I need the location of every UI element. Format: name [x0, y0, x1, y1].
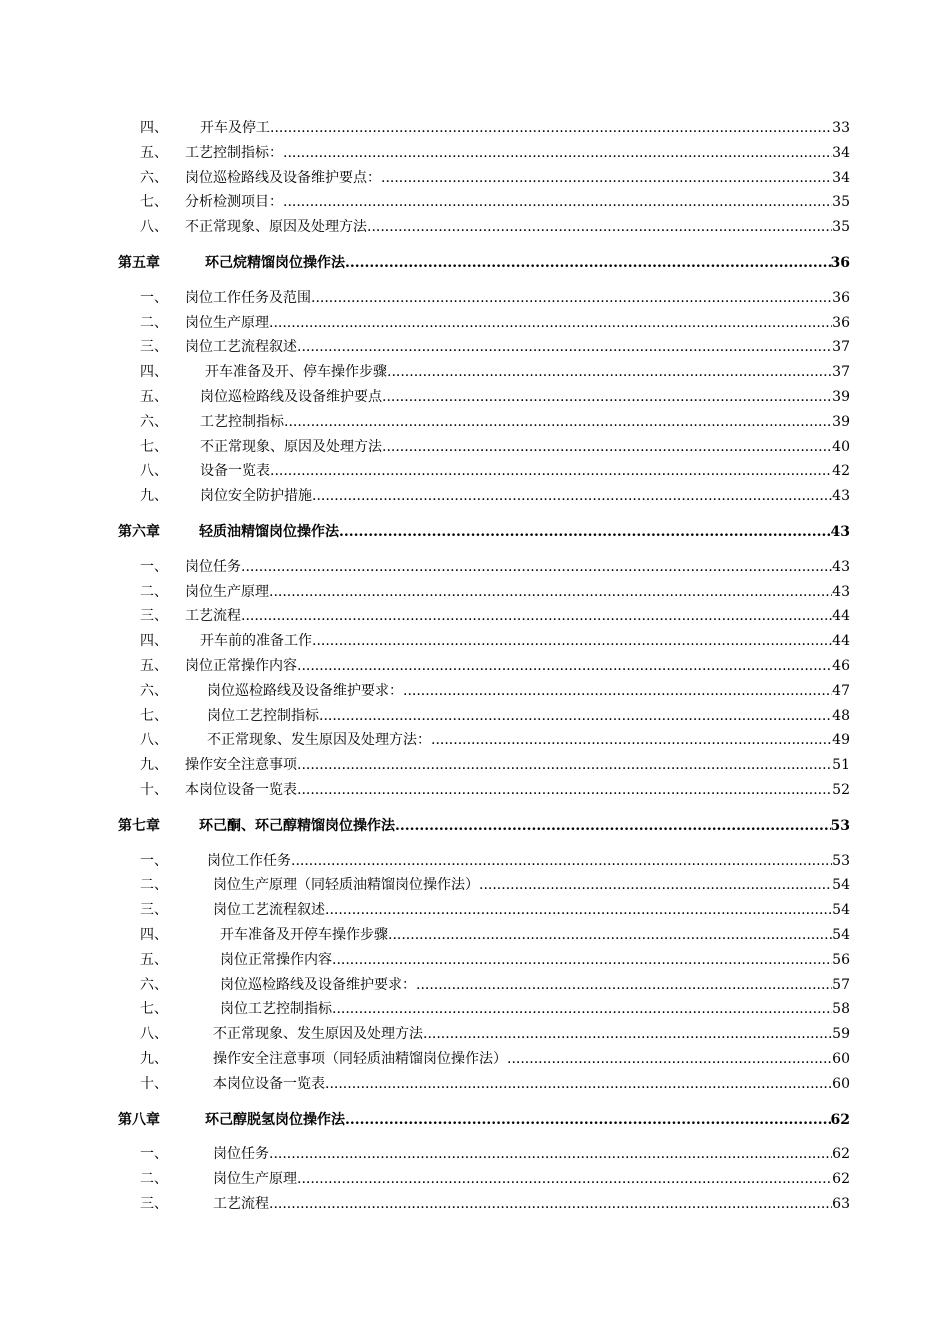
dot-leader: [270, 117, 832, 139]
toc-leader-group: [185, 167, 850, 189]
entry-number: 六、: [140, 976, 168, 993]
toc-entry-row[interactable]: [0, 705, 950, 727]
entry-title: 岗位工艺控制指标: [220, 1001, 332, 1018]
page-number: 36: [832, 314, 850, 331]
entry-title: 岗位任务: [185, 558, 241, 575]
page-number: 47: [832, 682, 850, 699]
dot-leader: [395, 815, 831, 837]
toc-entry-row[interactable]: [0, 729, 950, 751]
page-number: 42: [832, 463, 850, 480]
entry-title: 开车准备及开、停车操作步骤: [205, 364, 387, 381]
entry-number: 二、: [140, 583, 168, 600]
toc-chapter-row[interactable]: [0, 815, 950, 837]
chapter-title: 环己醇脱氢岗位操作法: [205, 1111, 345, 1128]
toc-leader-group: [207, 705, 850, 727]
toc-leader-group: [200, 117, 850, 139]
dot-leader: [339, 521, 831, 543]
toc-leader-group: [200, 630, 850, 652]
toc-leader-group: [185, 779, 850, 801]
toc-entry-row[interactable]: [0, 754, 950, 776]
page-number: 60: [832, 1075, 850, 1092]
entry-number: 二、: [140, 877, 168, 894]
page-number: 34: [832, 169, 850, 186]
toc-leader-group: [185, 556, 850, 578]
dot-leader: [297, 779, 832, 801]
toc-leader-group: [200, 411, 850, 433]
toc-entry-row[interactable]: [0, 581, 950, 603]
page-number: 48: [832, 707, 850, 724]
toc-leader-group: [199, 521, 850, 543]
dot-leader: [423, 1023, 832, 1045]
toc-leader-group: [200, 460, 850, 482]
entry-title: 岗位巡检路线及设备维护要点: [200, 389, 382, 405]
toc-leader-group: [213, 1073, 850, 1095]
dot-leader: [269, 581, 832, 603]
page-number: 35: [832, 219, 850, 236]
toc-leader-group: [213, 1193, 850, 1215]
page-number: 43: [830, 524, 850, 540]
dot-leader: [311, 287, 832, 309]
dot-leader: [283, 142, 832, 164]
entry-title: 岗位正常操作内容: [185, 658, 297, 674]
page-number: 43: [832, 488, 850, 505]
page-number: 43: [832, 583, 850, 600]
dot-leader: [270, 460, 832, 482]
toc-entry-row[interactable]: [0, 485, 950, 507]
entry-number: 七、: [140, 438, 168, 455]
entry-title: 岗位任务: [213, 1146, 269, 1163]
page-number: 35: [832, 194, 850, 211]
entry-number: 六、: [140, 413, 168, 430]
chapter-title: 环己酮、环己醇精馏岗位操作法: [199, 817, 395, 834]
toc-leader-group: [207, 850, 850, 872]
toc-leader-group: [200, 386, 850, 408]
toc-entry-row[interactable]: [0, 779, 950, 801]
page-number: 53: [830, 817, 850, 834]
toc-leader-group: [199, 815, 850, 837]
entry-title: 岗位工艺流程叙述: [213, 902, 325, 919]
entry-number: 四、: [140, 120, 168, 136]
toc-leader-group: [185, 605, 850, 627]
dot-leader: [241, 556, 832, 578]
entry-title: 岗位巡检路线及设备维护要点：: [185, 169, 381, 186]
page-number: 33: [832, 120, 850, 136]
toc-entry-row[interactable]: [0, 949, 950, 971]
dot-leader: [479, 874, 832, 896]
toc-entry-row[interactable]: [0, 998, 950, 1020]
chapter-title: 轻质油精馏岗位操作法: [199, 524, 339, 540]
entry-title: 岗位巡检路线及设备维护要求：: [220, 976, 416, 993]
toc-leader-group: [185, 142, 850, 164]
dot-leader: [403, 680, 832, 702]
dot-leader: [387, 361, 832, 383]
page-number: 36: [832, 289, 850, 306]
toc-leader-group: [205, 252, 850, 274]
toc-entry-row[interactable]: [0, 1168, 950, 1190]
toc-entry-row[interactable]: [0, 680, 950, 702]
toc-entry-row[interactable]: [0, 1073, 950, 1095]
toc-leader-group: [207, 680, 850, 702]
dot-leader: [332, 998, 832, 1020]
toc-entry-row[interactable]: [0, 167, 950, 189]
entry-title: 不正常现象、发生原因及处理方法：: [207, 732, 431, 749]
toc-entry-row[interactable]: [0, 1048, 950, 1070]
toc-leader-group: [220, 998, 850, 1020]
toc-entry-row[interactable]: [0, 850, 950, 872]
page-number: 40: [832, 438, 850, 455]
dot-leader: [312, 485, 832, 507]
dot-leader: [367, 216, 832, 238]
toc-entry-row[interactable]: [0, 924, 950, 946]
entry-title: 开车及停工: [200, 120, 270, 136]
page-number: 62: [832, 1146, 850, 1163]
entry-title: 岗位工作任务及范围: [185, 289, 311, 306]
entry-number: 一、: [140, 1146, 168, 1163]
entry-number: 九、: [140, 757, 168, 774]
entry-number: 一、: [140, 558, 168, 575]
dot-leader: [381, 167, 832, 189]
toc-leader-group: [200, 436, 850, 458]
chapter-title: 环己烷精馏岗位操作法: [205, 255, 345, 271]
toc-chapter-row[interactable]: [0, 521, 950, 543]
toc-leader-group: [220, 924, 850, 946]
toc-entry-row[interactable]: [0, 142, 950, 164]
entry-number: 十、: [140, 782, 168, 798]
toc-entry-row[interactable]: [0, 630, 950, 652]
entry-title: 分析检测项目：: [185, 194, 283, 211]
toc-leader-group: [213, 874, 850, 896]
dot-leader: [345, 1109, 831, 1131]
page-number: 62: [830, 1111, 850, 1128]
dot-leader: [325, 899, 832, 921]
page-number: 43: [832, 558, 850, 575]
toc-entry-row[interactable]: [0, 287, 950, 309]
entry-number: 五、: [140, 144, 168, 161]
entry-title: 工艺流程: [185, 608, 241, 625]
page-number: 51: [832, 757, 850, 774]
toc-entry-row[interactable]: [0, 655, 950, 677]
toc-leader-group: [220, 974, 850, 996]
page-number: 53: [832, 852, 850, 869]
entry-title: 岗位工艺控制指标: [207, 707, 319, 724]
entry-number: 六、: [140, 682, 168, 699]
entry-number: 十、: [140, 1075, 168, 1092]
entry-title: 岗位工作任务: [207, 852, 291, 869]
entry-number: 一、: [140, 289, 168, 306]
toc-entry-row[interactable]: [0, 336, 950, 358]
page-number: 54: [832, 927, 850, 943]
page-number: 37: [832, 364, 850, 381]
entry-title: 岗位生产原理: [185, 314, 269, 331]
toc-leader-group: [185, 287, 850, 309]
toc-leader-group: [185, 216, 850, 238]
entry-number: 五、: [140, 951, 168, 968]
toc-entry-row[interactable]: [0, 361, 950, 383]
entry-title: 工艺控制指标：: [185, 144, 283, 161]
dot-leader: [291, 850, 832, 872]
page-number: 49: [832, 732, 850, 749]
toc-entry-row[interactable]: [0, 191, 950, 213]
toc-leader-group: [213, 1168, 850, 1190]
entry-number: 二、: [140, 1171, 168, 1188]
page-number: 57: [832, 976, 850, 993]
toc-entry-row[interactable]: [0, 1023, 950, 1045]
page-number: 52: [832, 782, 850, 798]
dot-leader: [345, 252, 831, 274]
dot-leader: [382, 436, 832, 458]
toc-entry-row[interactable]: [0, 1143, 950, 1165]
entry-number: 九、: [140, 1051, 168, 1067]
toc-leader-group: [213, 1023, 850, 1045]
entry-number: 八、: [140, 1026, 168, 1043]
entry-title: 本岗位设备一览表: [185, 782, 297, 798]
page-number: 37: [832, 339, 850, 356]
toc-entry-row[interactable]: [0, 312, 950, 334]
dot-leader: [507, 1048, 832, 1070]
toc-entry-row[interactable]: [0, 216, 950, 238]
toc-entry-row[interactable]: [0, 117, 950, 139]
toc-chapter-row[interactable]: [0, 1109, 950, 1131]
dot-leader: [319, 705, 832, 727]
toc-entry-row[interactable]: [0, 605, 950, 627]
dot-leader: [297, 754, 832, 776]
toc-leader-group: [213, 1143, 850, 1165]
entry-title: 开车准备及开停车操作步骤: [220, 927, 388, 943]
dot-leader: [284, 411, 832, 433]
dot-leader: [269, 1143, 832, 1165]
entry-title: 不正常现象、原因及处理方法: [185, 219, 367, 236]
page-number: 60: [832, 1051, 850, 1067]
page-number: 56: [832, 951, 850, 968]
page-number: 46: [832, 658, 850, 674]
toc-entry-row[interactable]: [0, 556, 950, 578]
entry-number: 四、: [140, 364, 168, 381]
entry-number: 七、: [140, 194, 168, 211]
entry-number: 六、: [140, 169, 168, 186]
entry-title: 操作安全注意事项（同轻质油精馏岗位操作法）: [213, 1051, 507, 1067]
toc-leader-group: [185, 754, 850, 776]
page-number: 58: [832, 1001, 850, 1018]
toc-leader-group: [213, 1048, 850, 1070]
page-number: 44: [832, 608, 850, 625]
dot-leader: [312, 630, 832, 652]
dot-leader: [297, 1168, 832, 1190]
entry-number: 一、: [140, 852, 168, 869]
toc-entry-row[interactable]: [0, 411, 950, 433]
entry-number: 三、: [140, 902, 168, 919]
entry-title: 岗位工艺流程叙述: [185, 339, 297, 356]
chapter-number: 第六章: [118, 524, 160, 540]
dot-leader: [388, 924, 832, 946]
toc-chapter-row[interactable]: [0, 252, 950, 274]
toc-leader-group: [220, 949, 850, 971]
chapter-number: 第八章: [118, 1111, 160, 1128]
page-number: 62: [832, 1171, 850, 1188]
dot-leader: [269, 312, 832, 334]
page-number: 44: [832, 633, 850, 650]
toc-entry-row[interactable]: [0, 974, 950, 996]
dot-leader: [297, 655, 832, 677]
entry-title: 设备一览表: [200, 463, 270, 480]
dot-leader: [431, 729, 832, 751]
page-number: 34: [832, 144, 850, 161]
entry-number: 七、: [140, 1001, 168, 1018]
dot-leader: [382, 386, 832, 408]
entry-number: 三、: [140, 608, 168, 625]
entry-number: 三、: [140, 339, 168, 356]
toc-leader-group: [205, 361, 850, 383]
dot-leader: [283, 191, 832, 213]
page-number: 36: [830, 255, 850, 271]
entry-number: 八、: [140, 219, 168, 236]
page-number: 54: [832, 877, 850, 894]
entry-title: 岗位正常操作内容: [220, 951, 332, 968]
entry-title: 工艺流程: [213, 1196, 269, 1212]
toc-entry-row[interactable]: [0, 460, 950, 482]
toc-entry-row[interactable]: [0, 436, 950, 458]
entry-number: 九、: [140, 488, 168, 505]
page-number: 39: [832, 389, 850, 405]
dot-leader: [269, 1193, 832, 1215]
page-number: 63: [832, 1196, 850, 1212]
dot-leader: [332, 949, 832, 971]
toc-entry-row[interactable]: [0, 874, 950, 896]
entry-number: 八、: [140, 463, 168, 480]
entry-title: 开车前的准备工作: [200, 633, 312, 650]
entry-title: 工艺控制指标: [200, 413, 284, 430]
entry-title: 不正常现象、发生原因及处理方法: [213, 1026, 423, 1043]
toc-leader-group: [185, 655, 850, 677]
entry-number: 四、: [140, 927, 168, 943]
chapter-number: 第七章: [118, 817, 160, 834]
entry-title: 操作安全注意事项: [185, 757, 297, 774]
chapter-number: 第五章: [118, 255, 160, 271]
toc-leader-group: [207, 729, 850, 751]
entry-title: 本岗位设备一览表: [213, 1075, 325, 1092]
toc-leader-group: [185, 336, 850, 358]
entry-number: 五、: [140, 658, 168, 674]
toc-leader-group: [185, 312, 850, 334]
entry-title: 岗位巡检路线及设备维护要求：: [207, 682, 403, 699]
toc-leader-group: [185, 581, 850, 603]
page-number: 39: [832, 413, 850, 430]
entry-title: 岗位安全防护措施: [200, 488, 312, 505]
toc-leader-group: [213, 899, 850, 921]
entry-title: 岗位生产原理: [185, 583, 269, 600]
entry-title: 岗位生产原理（同轻质油精馏岗位操作法）: [213, 877, 479, 894]
entry-number: 二、: [140, 314, 168, 331]
entry-number: 四、: [140, 633, 168, 650]
dot-leader: [325, 1073, 832, 1095]
dot-leader: [297, 336, 832, 358]
toc-entry-row[interactable]: [0, 899, 950, 921]
toc-entry-row[interactable]: [0, 1193, 950, 1215]
dot-leader: [241, 605, 832, 627]
entry-number: 八、: [140, 732, 168, 749]
toc-leader-group: [200, 485, 850, 507]
toc-entry-row[interactable]: [0, 386, 950, 408]
page-number: 54: [832, 902, 850, 919]
entry-number: 三、: [140, 1196, 168, 1212]
toc-leader-group: [205, 1109, 850, 1131]
dot-leader: [416, 974, 832, 996]
entry-number: 七、: [140, 707, 168, 724]
entry-title: 岗位生产原理: [213, 1171, 297, 1188]
entry-title: 不正常现象、原因及处理方法: [200, 438, 382, 455]
toc-leader-group: [185, 191, 850, 213]
page-number: 59: [832, 1026, 850, 1043]
entry-number: 五、: [140, 389, 168, 405]
